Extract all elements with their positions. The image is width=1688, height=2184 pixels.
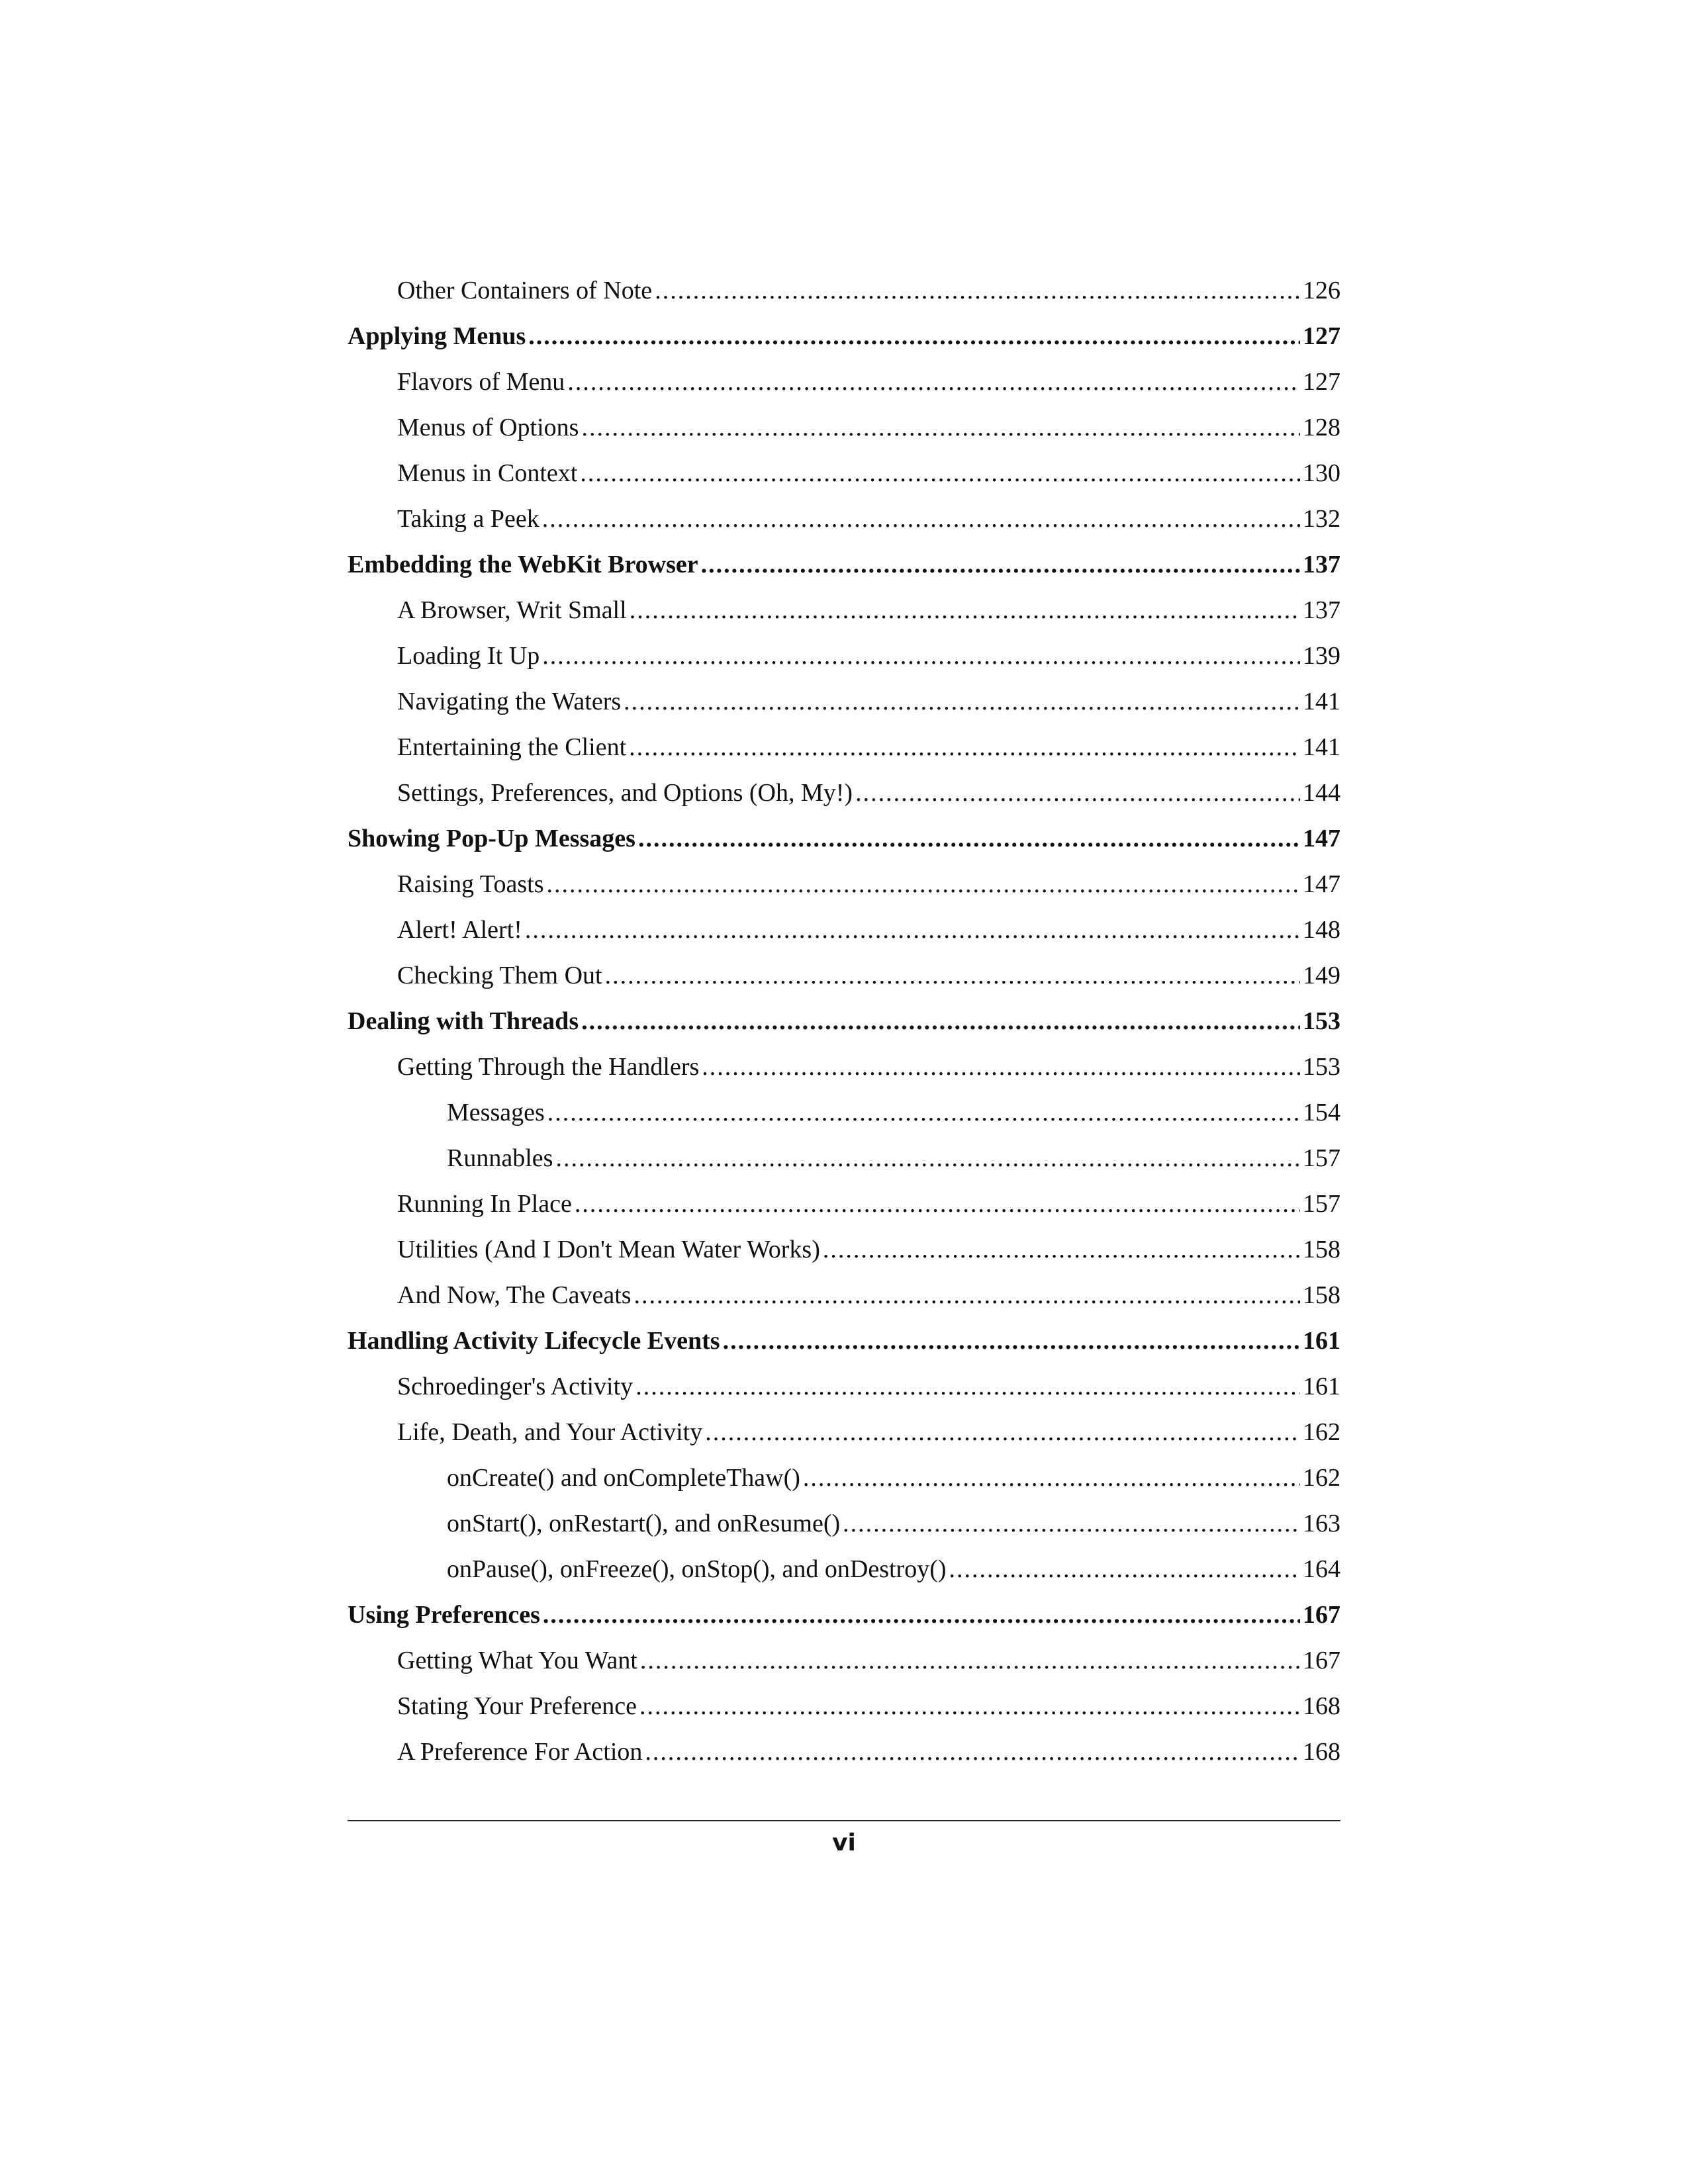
- toc-dot-leader: [639, 1689, 1300, 1723]
- toc-section-entry: [348, 684, 1340, 730]
- toc-subsection-entry: [348, 1461, 1340, 1506]
- toc-section-entry: [348, 273, 1340, 319]
- toc-entry-page: 164: [1303, 1555, 1340, 1583]
- toc-entry-title: Getting Through the Handlers: [397, 1053, 700, 1081]
- toc-entry-page: 163: [1303, 1510, 1340, 1537]
- toc-section-entry: [348, 1050, 1340, 1095]
- toc-chapter-entry: [348, 1004, 1340, 1050]
- toc-entry-title: Menus in Context: [397, 459, 578, 487]
- toc-entry-page: 153: [1303, 1053, 1340, 1081]
- page-number: vi: [832, 1829, 856, 1856]
- toc-entry-title: Checking Them Out: [397, 962, 602, 989]
- toc-section-entry: [348, 1278, 1340, 1324]
- toc-section-entry: [348, 410, 1340, 456]
- toc-dot-leader: [581, 410, 1300, 445]
- toc-entry-title: Alert! Alert!: [397, 916, 522, 944]
- toc-entry-page: 161: [1303, 1327, 1340, 1355]
- toc-entry-page: 141: [1303, 733, 1340, 761]
- toc-entry-title: A Browser, Writ Small: [397, 596, 627, 624]
- toc-section-entry: [348, 456, 1340, 502]
- toc-entry-title: Entertaining the Client: [397, 733, 627, 761]
- toc-section-entry: [348, 1643, 1340, 1689]
- toc-entry-page: 130: [1303, 459, 1340, 487]
- toc-dot-leader: [634, 1278, 1300, 1312]
- toc-entry-title: And Now, The Caveats: [397, 1281, 632, 1309]
- toc-section-entry: [348, 1689, 1340, 1735]
- toc-entry-page: 147: [1303, 825, 1340, 852]
- toc-dot-leader: [581, 1004, 1300, 1038]
- toc-dot-leader: [630, 593, 1300, 627]
- toc-section-entry: [348, 593, 1340, 639]
- toc-entry-page: 139: [1303, 642, 1340, 670]
- toc-entry-page: 141: [1303, 688, 1340, 715]
- toc-subsection-entry: [348, 1506, 1340, 1552]
- toc-dot-leader: [655, 273, 1300, 308]
- toc-entry-page: 128: [1303, 414, 1340, 441]
- toc-dot-leader: [855, 776, 1300, 810]
- toc-section-entry: [348, 776, 1340, 821]
- toc-dot-leader: [605, 958, 1300, 993]
- toc-entry-page: 137: [1303, 551, 1340, 578]
- toc-entry-page: 157: [1303, 1190, 1340, 1218]
- toc-dot-leader: [547, 867, 1301, 901]
- toc-entry-page: 137: [1303, 596, 1340, 624]
- toc-entry-page: 149: [1303, 962, 1340, 989]
- toc-entry-title: Loading It Up: [397, 642, 540, 670]
- toc-dot-leader: [542, 639, 1300, 673]
- toc-dot-leader: [705, 1415, 1300, 1449]
- toc-section-entry: [348, 1415, 1340, 1461]
- toc-entry-page: 126: [1303, 277, 1340, 304]
- toc-entry-title: Showing Pop-Up Messages: [348, 825, 635, 852]
- toc-section-entry: [348, 913, 1340, 958]
- toc-dot-leader: [543, 1598, 1300, 1632]
- toc-dot-leader: [640, 1643, 1300, 1678]
- toc-dot-leader: [803, 1461, 1300, 1495]
- toc-dot-leader: [645, 1735, 1300, 1769]
- toc-dot-leader: [701, 547, 1300, 582]
- toc-section-entry: [348, 1369, 1340, 1415]
- toc-dot-leader: [723, 1324, 1300, 1358]
- toc-section-entry: [348, 502, 1340, 547]
- toc-dot-leader: [823, 1232, 1300, 1267]
- toc-entry-page: 132: [1303, 505, 1340, 533]
- toc-section-entry: [348, 365, 1340, 410]
- toc-entry-page: 158: [1303, 1236, 1340, 1263]
- toc-entry-title: Flavors of Menu: [397, 368, 565, 396]
- toc-dot-leader: [624, 684, 1300, 719]
- toc-entry-page: 167: [1303, 1601, 1340, 1629]
- toc-entry-title: Runnables: [447, 1144, 553, 1172]
- toc-entry-title: A Preference For Action: [397, 1738, 643, 1766]
- toc-dot-leader: [525, 913, 1300, 947]
- toc-entry-page: 148: [1303, 916, 1340, 944]
- footer-divider: [348, 1820, 1340, 1821]
- toc-entry-page: 154: [1303, 1099, 1340, 1126]
- toc-section-entry: [348, 867, 1340, 913]
- toc-dot-leader: [575, 1187, 1300, 1221]
- toc-entry-title: Utilities (And I Don't Mean Water Works): [397, 1236, 820, 1263]
- toc-entry-title: Handling Activity Lifecycle Events: [348, 1327, 720, 1355]
- toc-dot-leader: [843, 1506, 1300, 1541]
- toc-entry-page: 144: [1303, 779, 1340, 807]
- toc-dot-leader: [638, 821, 1300, 856]
- toc-entry-title: Settings, Preferences, and Options (Oh, My!): [397, 779, 853, 807]
- toc-dot-leader: [580, 456, 1300, 490]
- toc-chapter-entry: [348, 547, 1340, 593]
- toc-entry-title: Life, Death, and Your Activity: [397, 1418, 703, 1446]
- toc-dot-leader: [567, 365, 1300, 399]
- toc-entry-title: onCreate() and onCompleteThaw(): [447, 1464, 800, 1492]
- toc-entry-page: 161: [1303, 1373, 1340, 1400]
- toc-section-entry: [348, 730, 1340, 776]
- toc-entry-title: Running In Place: [397, 1190, 572, 1218]
- toc-chapter-entry: [348, 821, 1340, 867]
- toc-dot-leader: [528, 319, 1300, 353]
- toc-entry-page: 147: [1303, 870, 1340, 898]
- toc-entry-title: onPause(), onFreeze(), onStop(), and onDestroy(): [447, 1555, 947, 1583]
- toc-entry-page: 168: [1303, 1692, 1340, 1720]
- toc-section-entry: [348, 1735, 1340, 1780]
- toc-subsection-entry: [348, 1095, 1340, 1141]
- toc-entry-page: 127: [1303, 322, 1340, 350]
- toc-entry-title: Navigating the Waters: [397, 688, 622, 715]
- toc-entry-title: Applying Menus: [348, 322, 526, 350]
- toc-chapter-entry: [348, 319, 1340, 365]
- toc-entry-title: Embedding the WebKit Browser: [348, 551, 698, 578]
- toc-entry-title: Using Preferences: [348, 1601, 540, 1629]
- toc-dot-leader: [949, 1552, 1300, 1586]
- toc-entry-page: 127: [1303, 368, 1340, 396]
- toc-entry-title: Getting What You Want: [397, 1647, 637, 1674]
- toc-entry-page: 157: [1303, 1144, 1340, 1172]
- toc-dot-leader: [555, 1141, 1300, 1175]
- toc-entry-page: 158: [1303, 1281, 1340, 1309]
- toc-entry-page: 153: [1303, 1007, 1340, 1035]
- toc-entry-title: Other Containers of Note: [397, 277, 653, 304]
- toc-entry-title: Stating Your Preference: [397, 1692, 637, 1720]
- toc-subsection-entry: [348, 1141, 1340, 1187]
- toc-dot-leader: [547, 1095, 1300, 1130]
- toc-dot-leader: [542, 502, 1300, 536]
- toc-section-entry: [348, 1232, 1340, 1278]
- toc-entry-title: Messages: [447, 1099, 545, 1126]
- toc-section-entry: [348, 639, 1340, 684]
- toc-chapter-entry: [348, 1324, 1340, 1369]
- toc-subsection-entry: [348, 1552, 1340, 1598]
- table-of-contents: [348, 273, 1340, 1780]
- toc-entry-page: 162: [1303, 1464, 1340, 1492]
- toc-entry-title: Raising Toasts: [397, 870, 544, 898]
- toc-section-entry: [348, 958, 1340, 1004]
- toc-entry-page: 162: [1303, 1418, 1340, 1446]
- toc-entry-title: onStart(), onRestart(), and onResume(): [447, 1510, 841, 1537]
- toc-entry-title: Schroedinger's Activity: [397, 1373, 633, 1400]
- toc-dot-leader: [702, 1050, 1300, 1084]
- toc-section-entry: [348, 1187, 1340, 1232]
- toc-dot-leader: [635, 1369, 1300, 1404]
- toc-entry-title: Taking a Peek: [397, 505, 539, 533]
- toc-entry-title: Menus of Options: [397, 414, 579, 441]
- toc-dot-leader: [629, 730, 1300, 764]
- toc-entry-page: 167: [1303, 1647, 1340, 1674]
- toc-entry-page: 168: [1303, 1738, 1340, 1766]
- toc-entry-title: Dealing with Threads: [348, 1007, 579, 1035]
- toc-chapter-entry: [348, 1598, 1340, 1643]
